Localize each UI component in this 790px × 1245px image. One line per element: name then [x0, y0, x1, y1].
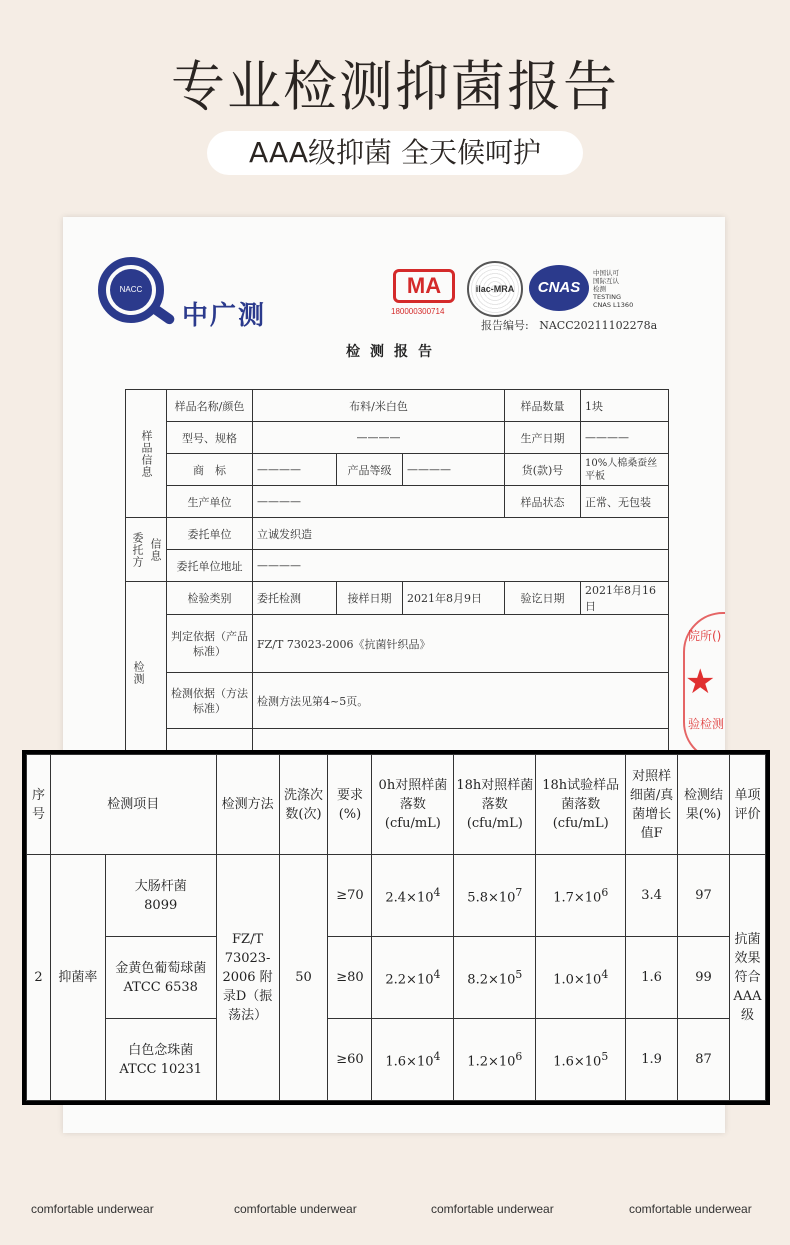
header-test-18h: 18h试验样品菌落数(cfu/mL) [536, 755, 626, 855]
footer-text: comfortable underwear [431, 1202, 554, 1216]
cell-requirement: ≥60 [328, 1019, 372, 1101]
cell-growth: 1.6 [626, 937, 678, 1019]
value-base: 1.7×10 [553, 890, 602, 906]
header-evaluation: 单项评价 [729, 755, 765, 855]
value-base: 2.2×10 [385, 972, 434, 988]
cell-result: 97 [678, 855, 730, 937]
cell-control-0h [372, 1019, 454, 1101]
page-title: 专业检测抑菌报告 [171, 55, 619, 118]
cell-test-18h [536, 855, 626, 937]
value-base: 5.8×10 [467, 890, 516, 906]
table-row [126, 518, 669, 550]
cell-control-0h [372, 855, 454, 937]
cell-value: 立诚发织造 [253, 518, 669, 550]
report-number-value: NACC20211102278a [539, 319, 658, 332]
value-base: 1.6×10 [385, 1054, 434, 1070]
cell-value: 2021年8月16日 [581, 582, 669, 615]
header-control-0h: 0h对照样菌落数(cfu/mL) [372, 755, 454, 855]
cell-value: ———— [253, 486, 505, 518]
organism-name: 金黄色葡萄球菌 [115, 960, 207, 976]
table-row [126, 454, 669, 486]
header-result: 检测结果(%) [678, 755, 730, 855]
cell-label: 商 标 [167, 454, 253, 486]
cell-value: ———— [581, 422, 669, 454]
table-row [126, 550, 669, 582]
header-method: 检测方法 [216, 755, 279, 855]
stamp-text: 验检测 [688, 717, 725, 731]
cell-item-group: 抑菌率 [50, 855, 105, 1101]
cell-label: 产品等级 [337, 454, 403, 486]
table-row [126, 422, 669, 454]
cell-label: 样品数量 [505, 390, 581, 422]
cell-organism [105, 937, 216, 1019]
cell-value: 2021年8月9日 [403, 582, 505, 615]
table-row [126, 673, 669, 729]
cell-wash: 50 [279, 855, 328, 1101]
header-item: 检测项目 [50, 755, 216, 855]
cell-label: 货(款)号 [505, 454, 581, 486]
ilac-mra-icon: ilac-MRA [467, 261, 523, 317]
cnas-caption: 中国认可 国际互认 检测 TESTING CNAS L1360 [593, 269, 634, 309]
value-base: 2.4×10 [385, 890, 434, 906]
logo-badge: NACC [110, 269, 152, 311]
cell-label: 样品状态 [505, 486, 581, 518]
value-exp: 4 [433, 968, 441, 982]
cell-value: 布料/米白色 [253, 390, 505, 422]
cell-label: 型号、规格 [167, 422, 253, 454]
cell-label: 生产单位 [167, 486, 253, 518]
cell-evaluation: 抗菌效果符合AAA级 [729, 855, 765, 1101]
section-label: 信息 [149, 537, 162, 562]
subtitle-pill: AAA级抑菌 全天候呵护 [207, 131, 583, 175]
table-row [27, 937, 766, 1019]
cell-organism [105, 855, 216, 937]
report-number [481, 317, 657, 333]
cell-test-18h [536, 1019, 626, 1101]
section-label: 委托方 [131, 531, 144, 568]
cell-label: 检测依据（方法标准） [167, 673, 253, 729]
cell-control-18h [454, 855, 536, 937]
value-exp: 4 [601, 968, 609, 982]
stamp-text: 院所() [688, 629, 722, 643]
footer-text: comfortable underwear [31, 1202, 154, 1216]
cell-method: FZ/T 73023-2006 附录D（振荡法） [216, 855, 279, 1101]
cell-control-0h [372, 937, 454, 1019]
report-number-label: 报告编号: [481, 319, 529, 332]
results-table [26, 754, 766, 1101]
header-seq: 序号 [27, 755, 51, 855]
cma-mark-icon: MA [393, 269, 455, 303]
cell-value: 检测方法见第4~5页。 [253, 673, 669, 729]
value-exp: 5 [601, 1050, 609, 1064]
value-exp: 5 [515, 968, 523, 982]
header-control-18h: 18h对照样菌落数(cfu/mL) [454, 755, 536, 855]
cell-value: ———— [253, 422, 505, 454]
cell-label: 样品名称/颜色 [167, 390, 253, 422]
section-sample-info: 样品信息 [126, 390, 167, 518]
cell-control-18h [454, 937, 536, 1019]
cell-growth: 3.4 [626, 855, 678, 937]
cell-label: 验讫日期 [505, 582, 581, 615]
cnas-icon: CNAS [529, 265, 589, 311]
section-client-info [126, 518, 167, 582]
table-row [27, 855, 766, 937]
value-base: 1.0×10 [553, 972, 602, 988]
organism-strain: ATCC 10231 [119, 1061, 203, 1077]
header-wash: 洗涤次数(次) [279, 755, 328, 855]
cma-number: 180000300714 [391, 307, 445, 316]
header-row [27, 755, 766, 855]
table-row [126, 486, 669, 518]
footer-text: comfortable underwear [629, 1202, 752, 1216]
table-row [27, 1019, 766, 1101]
organism-strain: ATCC 6538 [123, 979, 198, 995]
cell-value: 10%人棉桑蚕丝平板 [581, 454, 669, 486]
value-exp: 4 [433, 1050, 441, 1064]
table-row [126, 390, 669, 422]
cell-control-18h [454, 1019, 536, 1101]
cell-label: 生产日期 [505, 422, 581, 454]
cell-value: ———— [253, 454, 337, 486]
table-row [126, 582, 669, 615]
cell-value: 正常、无包装 [581, 486, 669, 518]
cell-label: 接样日期 [337, 582, 403, 615]
cell-label: 委托单位 [167, 518, 253, 550]
results-table-callout [22, 750, 770, 1105]
value-exp: 7 [515, 886, 523, 900]
cell-value: 委托检测 [253, 582, 337, 615]
section-test-info: 检测 [126, 582, 167, 769]
value-base: 8.2×10 [467, 972, 516, 988]
cell-label: 检验类别 [167, 582, 253, 615]
info-table [125, 389, 669, 769]
cell-result: 99 [678, 937, 730, 1019]
cell-requirement: ≥70 [328, 855, 372, 937]
cell-value: FZ/T 73023-2006《抗菌针织品》 [253, 615, 669, 673]
value-exp: 6 [515, 1050, 523, 1064]
organism-name: 大肠杆菌 [134, 878, 187, 894]
cell-seq: 2 [27, 855, 51, 1101]
cell-requirement: ≥80 [328, 937, 372, 1019]
header-growth: 对照样细菌/真菌增长值F [626, 755, 678, 855]
cell-result: 87 [678, 1019, 730, 1101]
cell-value: ———— [403, 454, 505, 486]
table-row [126, 615, 669, 673]
value-exp: 4 [433, 886, 441, 900]
document-title: 检测报告 [346, 344, 442, 360]
header-requirement: 要求(%) [328, 755, 372, 855]
cell-value: ———— [253, 550, 669, 582]
organism-name: 白色念珠菌 [128, 1042, 194, 1058]
cell-organism [105, 1019, 216, 1101]
logo-text: 中广测 [182, 301, 267, 331]
star-icon: ★ [685, 662, 716, 702]
cell-value: 1块 [581, 390, 669, 422]
cell-label: 委托单位地址 [167, 550, 253, 582]
value-exp: 6 [601, 886, 609, 900]
value-base: 1.6×10 [553, 1054, 602, 1070]
organism-strain: 8099 [144, 897, 178, 913]
cell-test-18h [536, 937, 626, 1019]
cell-label: 判定依据（产品标准） [167, 615, 253, 673]
footer-text: comfortable underwear [234, 1202, 357, 1216]
cell-growth: 1.9 [626, 1019, 678, 1101]
value-base: 1.2×10 [467, 1054, 516, 1070]
